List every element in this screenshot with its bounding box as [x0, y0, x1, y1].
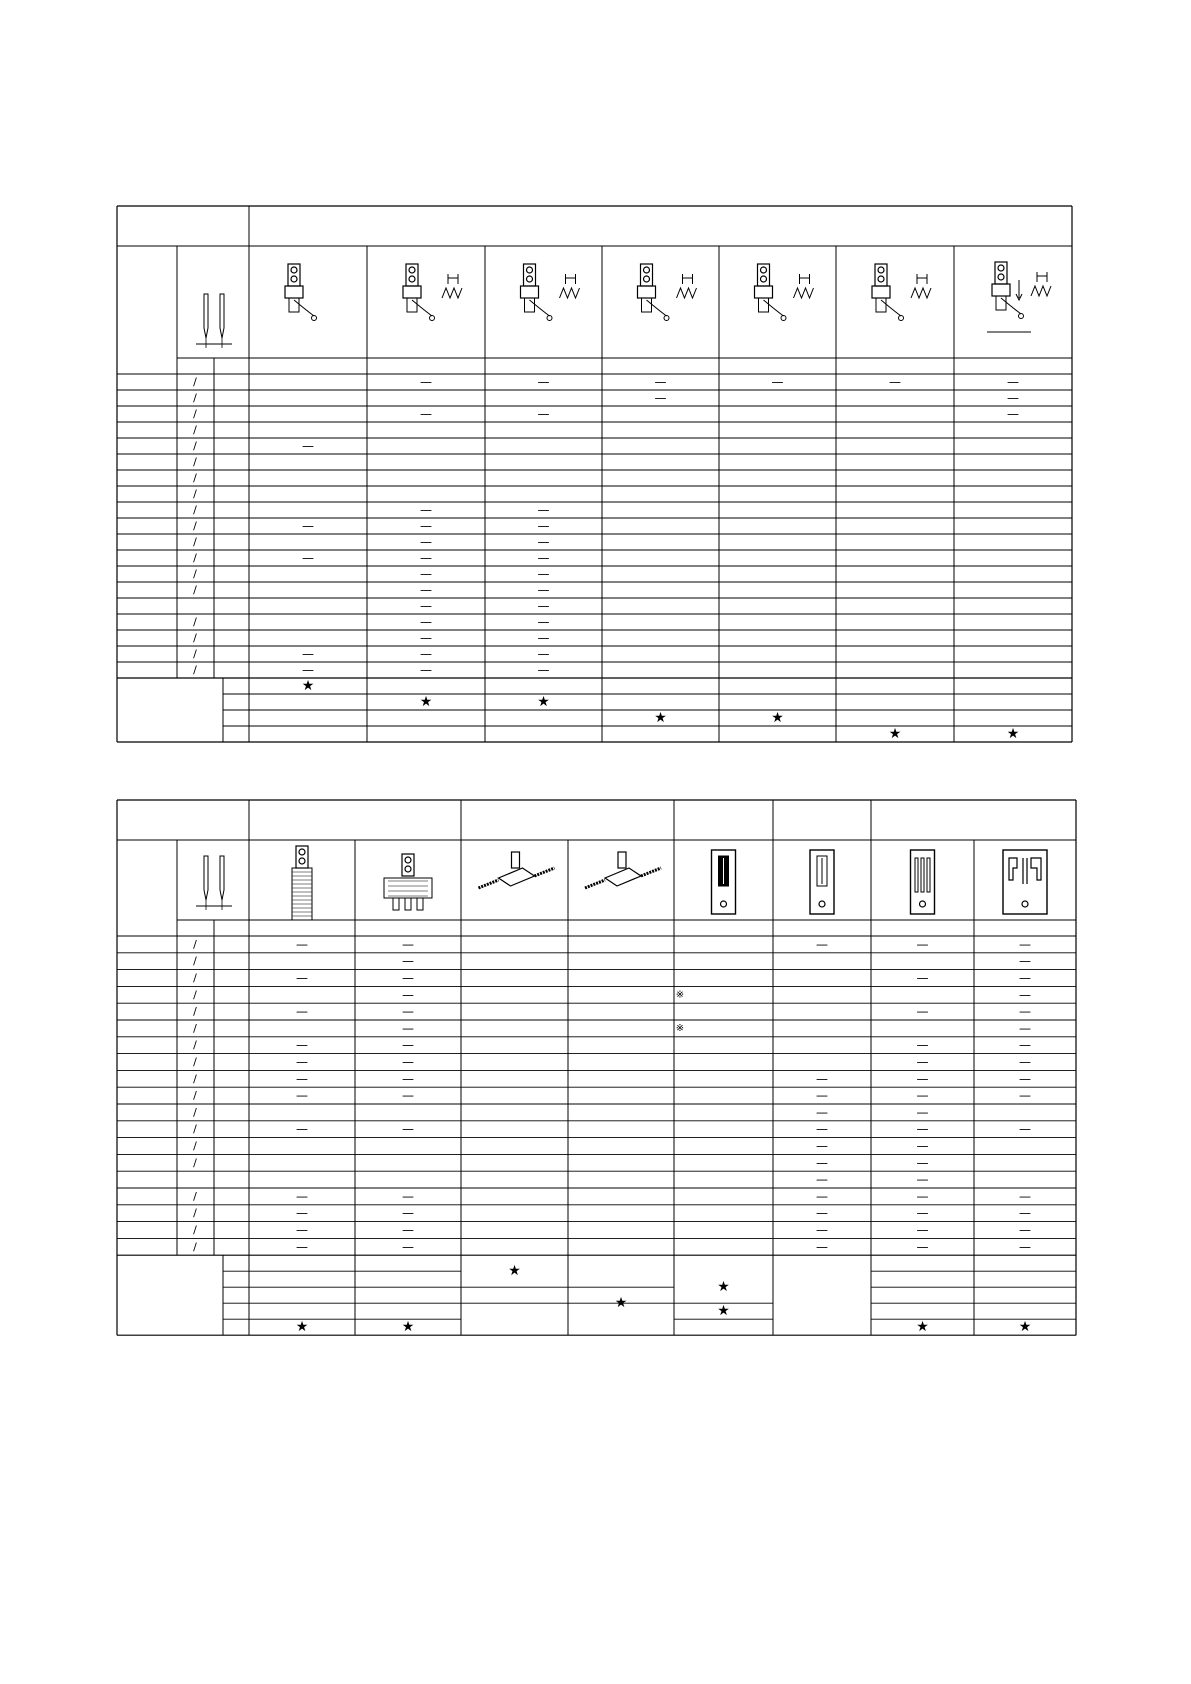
dash-mark: — — [537, 551, 550, 565]
throat-plate-icon — [911, 850, 935, 914]
feed-dog-icon — [384, 854, 432, 910]
dash-mark: — — [402, 1189, 414, 1204]
dash-mark: — — [1019, 937, 1031, 952]
dash-mark: — — [654, 375, 667, 389]
dash-mark: — — [537, 663, 550, 677]
slash-mark: / — [193, 471, 197, 485]
dash-mark: — — [302, 647, 314, 661]
dash-mark: — — [537, 503, 550, 517]
slash-mark: / — [193, 407, 197, 421]
dash-mark: — — [420, 567, 432, 581]
dash-mark: — — [537, 583, 550, 597]
twin-needle-icon — [196, 294, 232, 348]
slash-mark: / — [193, 375, 197, 389]
star-mark: ★ — [419, 694, 433, 710]
slash-mark: / — [193, 631, 197, 645]
dash-mark: — — [816, 1139, 828, 1153]
slash-mark: / — [193, 971, 197, 985]
dash-mark: — — [916, 1055, 929, 1069]
dash-mark: — — [302, 439, 314, 453]
slash-mark: / — [193, 1240, 197, 1254]
slash-mark: / — [193, 551, 197, 565]
dash-mark: — — [402, 1004, 414, 1019]
dash-mark: — — [916, 1088, 929, 1103]
star-mark: ★ — [614, 1295, 628, 1312]
dash-mark: — — [654, 391, 667, 405]
table-2-svg — [0, 790, 1191, 1350]
dash-mark: — — [1019, 1122, 1031, 1137]
dash-mark: — — [537, 599, 550, 613]
dash-mark: — — [1019, 1088, 1031, 1103]
dash-mark: — — [1019, 987, 1031, 1002]
dash-mark: — — [402, 1071, 414, 1086]
presser-foot-icon — [872, 264, 931, 321]
dash-mark: — — [816, 1239, 828, 1254]
dash-mark: — — [420, 551, 432, 565]
slash-mark: / — [193, 1223, 197, 1237]
dash-mark: — — [1019, 1004, 1031, 1019]
needle-clamp-icon — [479, 852, 555, 888]
presser-foot-icon — [285, 264, 317, 321]
slash-mark: / — [193, 519, 197, 533]
star-mark: ★ — [916, 1319, 929, 1336]
dash-mark: — — [916, 1172, 929, 1187]
dash-mark: — — [402, 1038, 414, 1053]
presser-foot-icon — [755, 264, 814, 321]
dash-mark: — — [302, 663, 314, 677]
dash-mark: — — [916, 1206, 929, 1221]
dash-mark: — — [420, 599, 432, 613]
star-mark: ★ — [1018, 1319, 1032, 1336]
dash-mark: — — [1019, 1038, 1031, 1053]
dash-mark: — — [916, 1071, 929, 1086]
dash-mark: — — [537, 375, 550, 389]
dash-mark: — — [296, 1055, 308, 1069]
edge-guide-icon — [987, 280, 1031, 332]
slash-mark: / — [193, 455, 197, 469]
needle-gauge-table-2 — [0, 790, 1191, 1350]
dash-mark: — — [1007, 391, 1019, 405]
ref-mark: ※ — [675, 989, 685, 1001]
slash-mark: / — [193, 1055, 197, 1069]
dash-mark: — — [771, 375, 784, 389]
dash-mark: — — [1019, 1239, 1031, 1254]
slash-mark: / — [193, 583, 197, 597]
slash-mark: / — [193, 1206, 197, 1220]
dash-mark: — — [537, 615, 550, 629]
dash-mark: — — [420, 663, 432, 677]
dash-mark: — — [296, 1038, 308, 1053]
slash-mark: / — [193, 439, 197, 453]
dash-mark: — — [1019, 1055, 1031, 1069]
slash-mark: / — [193, 1156, 197, 1170]
dash-mark: — — [916, 1223, 929, 1237]
slash-mark: / — [193, 1189, 197, 1203]
dash-mark: — — [1007, 375, 1019, 389]
dash-mark: — — [420, 407, 432, 421]
slash-mark: / — [193, 647, 197, 661]
slash-mark: / — [193, 487, 197, 501]
dash-mark: — — [402, 1055, 414, 1069]
dash-mark: — — [296, 1223, 308, 1237]
slash-mark: / — [193, 1005, 197, 1019]
dash-mark: — — [816, 1223, 828, 1237]
dash-mark: — — [916, 1105, 929, 1120]
needle-gauge-table-1 — [0, 0, 1191, 760]
dash-mark: — — [1019, 1206, 1031, 1221]
dash-mark: — — [537, 407, 550, 421]
dash-mark: — — [816, 1155, 828, 1170]
dash-mark: — — [402, 1223, 414, 1237]
dash-mark: — — [296, 1071, 308, 1086]
star-mark: ★ — [508, 1263, 521, 1280]
dash-mark: — — [916, 937, 929, 952]
slash-mark: / — [193, 1139, 197, 1153]
dash-mark: — — [889, 375, 901, 389]
presser-foot-icon — [992, 262, 1051, 319]
dash-mark: — — [537, 567, 550, 581]
presser-foot-icon — [521, 264, 580, 321]
dash-mark: — — [296, 1088, 308, 1103]
slash-mark: / — [193, 567, 197, 581]
slash-mark: / — [193, 1038, 197, 1052]
star-mark: ★ — [301, 678, 315, 694]
dash-mark: — — [537, 647, 550, 661]
dash-mark: — — [916, 1139, 929, 1153]
dash-mark: — — [537, 631, 550, 645]
star-mark: ★ — [654, 710, 667, 726]
slash-mark: / — [193, 535, 197, 549]
dash-mark: — — [1019, 971, 1031, 985]
slash-mark: / — [193, 1072, 197, 1086]
dash-mark: — — [420, 535, 432, 549]
dash-mark: — — [296, 1004, 308, 1019]
dash-mark: — — [1019, 954, 1031, 969]
dash-mark: — — [537, 519, 550, 533]
throat-plate-icon — [1003, 850, 1047, 914]
dash-mark: — — [816, 1122, 828, 1137]
throat-plate-icon — [810, 850, 834, 914]
dash-mark: — — [296, 971, 308, 985]
slash-mark: / — [193, 937, 197, 951]
presser-foot-icon — [403, 264, 462, 321]
dash-mark: — — [816, 1189, 828, 1204]
star-mark: ★ — [717, 1303, 730, 1320]
dash-mark: — — [420, 375, 432, 389]
star-mark: ★ — [717, 1279, 730, 1296]
needle-clamp-icon — [585, 852, 661, 888]
dash-mark: — — [420, 615, 432, 629]
dash-mark: — — [402, 937, 414, 952]
slash-mark: / — [193, 1021, 197, 1035]
feed-dog-icon — [292, 846, 312, 920]
twin-needle-icon — [196, 856, 232, 910]
dash-mark: — — [916, 1004, 929, 1019]
star-mark: ★ — [771, 710, 784, 726]
dash-mark: — — [816, 1088, 828, 1103]
dash-mark: — — [1007, 407, 1019, 421]
dash-mark: — — [402, 1239, 414, 1254]
dash-mark: — — [402, 954, 414, 969]
dash-mark: — — [916, 1038, 929, 1053]
dash-mark: — — [816, 937, 828, 952]
dash-mark: — — [1019, 1021, 1031, 1036]
dash-mark: — — [916, 1122, 929, 1137]
dash-mark: — — [296, 937, 308, 952]
dash-mark: — — [402, 1206, 414, 1221]
presser-foot-icon — [638, 264, 697, 321]
dash-mark: — — [420, 647, 432, 661]
dash-mark: — — [537, 535, 550, 549]
dash-mark: — — [816, 1071, 828, 1086]
slash-mark: / — [193, 1122, 197, 1136]
slash-mark: / — [193, 1089, 197, 1103]
dash-mark: — — [420, 583, 432, 597]
dash-mark: — — [916, 1239, 929, 1254]
dash-mark: — — [1019, 1189, 1031, 1204]
dash-mark: — — [816, 1105, 828, 1120]
dash-mark: — — [402, 971, 414, 985]
ref-mark: ※ — [675, 1022, 685, 1034]
throat-plate-icon — [712, 850, 736, 914]
slash-mark: / — [193, 1105, 197, 1119]
dash-mark: — — [420, 631, 432, 645]
dash-mark: — — [420, 503, 432, 517]
star-mark: ★ — [888, 726, 902, 742]
slash-mark: / — [193, 988, 197, 1002]
slash-mark: / — [193, 954, 197, 968]
slash-mark: / — [193, 615, 197, 629]
dash-mark: — — [296, 1122, 308, 1137]
dash-mark: — — [420, 519, 432, 533]
table-1-svg — [0, 0, 1191, 760]
slash-mark: / — [193, 391, 197, 405]
dash-mark: — — [296, 1239, 308, 1254]
dash-mark: — — [402, 987, 414, 1002]
dash-mark: — — [402, 1021, 414, 1036]
dash-mark: — — [296, 1206, 308, 1221]
dash-mark: — — [816, 1172, 828, 1187]
star-mark: ★ — [295, 1319, 309, 1336]
slash-mark: / — [193, 423, 197, 437]
dash-mark: — — [1019, 1223, 1031, 1237]
star-mark: ★ — [401, 1319, 415, 1336]
slash-mark: / — [193, 503, 197, 517]
dash-mark: — — [816, 1206, 828, 1221]
dash-mark: — — [296, 1189, 308, 1204]
star-mark: ★ — [537, 694, 550, 710]
dash-mark: — — [402, 1088, 414, 1103]
dash-mark: — — [302, 519, 314, 533]
dash-mark: — — [302, 551, 314, 565]
dash-mark: — — [916, 971, 929, 985]
slash-mark: / — [193, 663, 197, 677]
dash-mark: — — [1019, 1071, 1031, 1086]
dash-mark: — — [916, 1189, 929, 1204]
star-mark: ★ — [1006, 726, 1020, 742]
dash-mark: — — [916, 1155, 929, 1170]
dash-mark: — — [402, 1122, 414, 1137]
